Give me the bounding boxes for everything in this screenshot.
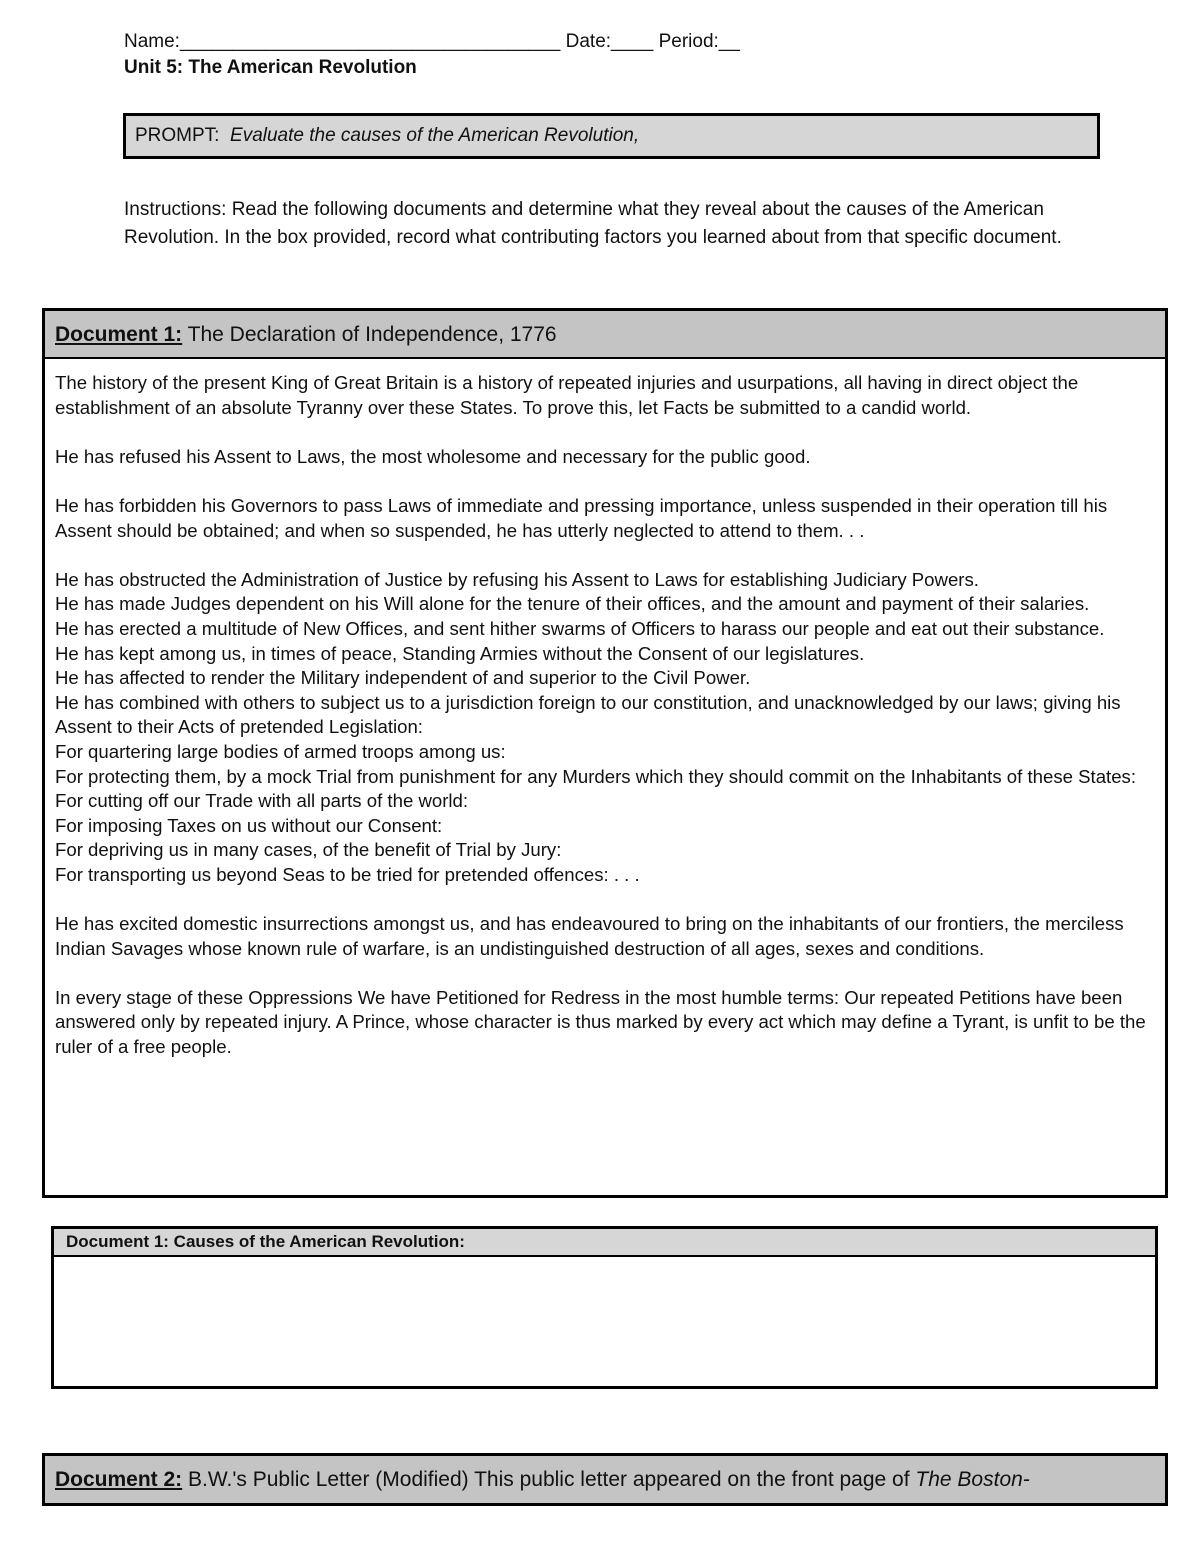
instructions: Instructions: Read the following documents and determine what they reveal about the causes of the American Revolution. In the box provided, record what contributing factors you learned about from that specific document. bbox=[124, 199, 1062, 248]
causes-box-title: Document 1: Causes of the American Revolution: bbox=[54, 1229, 1155, 1257]
document-2-label: Document 2: bbox=[55, 1468, 183, 1491]
document-1-header bbox=[45, 311, 1165, 359]
document-1-grievance-list: He has obstructed the Administration of Justice by refusing his Assent to Laws for establishing Judiciary Powers. He has made Judges dependent on his Will alone for the tenure of their offices, and the amount and payment of their salaries. He has erected a multitude of New Offices, and sent hither swarms of Officers to harass our people and eat out their substance. He has kept among us, in times of peace, Standing Armies without the Consent of our legislatures. He has affected to render the Military independent of and superior to the Civil Power. He has combined with others to subject us to a jurisdiction foreign to our constitution, and unacknowledged by our laws; giving his Assent to their Acts of pretended Legislation: For quartering large bodies of armed troops among us: For protecting them, by a mock Trial from punishment for any Murders which they should commit on the Inhabitants of these States: For cutting off our Trade with all parts of the world: For imposing Taxes on us without our Consent: For depriving us in many cases, of the benefit of Trial by Jury: For transporting us beyond Seas to be tried for pretended offences: . . . bbox=[55, 568, 1137, 885]
document-1-paragraph: In every stage of these Oppressions We have Petitioned for Redress in the most humble terms: Our repeated Petitions have been answered only by repeated injury. A Prince, whose character is thus marked by every act which may define a Tyrant, is unfit to be the ruler of a free people. bbox=[55, 986, 1146, 1058]
document-2-title: B.W.'s Public Letter (Modified) This public letter appeared on the front page of bbox=[188, 1468, 910, 1491]
worksheet-header bbox=[124, 30, 1104, 82]
document-1-title: The Declaration of Independence, 1776 bbox=[187, 323, 557, 346]
name-date-period-line: Name:____________________________________ Date:____ Period:__ bbox=[124, 31, 740, 52]
document-2-header bbox=[45, 1456, 1165, 1503]
document-2-title-italic: The Boston- bbox=[915, 1468, 1030, 1491]
document-1-paragraph: He has forbidden his Governors to pass Laws of immediate and pressing importance, unless suspended in their operation till his Assent should be obtained; and when so suspended, he has utterly neglected to attend to them. . . bbox=[55, 494, 1108, 541]
document-1-paragraph: He has excited domestic insurrections amongst us, and has endeavoured to bring on the inhabitants of our frontiers, the merciless Indian Savages whose known rule of warfare, is an undistinguished destruction of all ages, sexes and conditions. bbox=[55, 913, 1124, 959]
document-1-causes-box bbox=[51, 1226, 1158, 1389]
prompt-box bbox=[123, 113, 1100, 159]
document-2-box bbox=[42, 1453, 1168, 1506]
prompt-label: PROMPT: bbox=[135, 125, 220, 146]
unit-title: Unit 5: The American Revolution bbox=[124, 57, 417, 78]
prompt-text: Evaluate the causes of the American Revolution, bbox=[230, 125, 640, 146]
document-1-body bbox=[45, 359, 1165, 1060]
document-1-label: Document 1: bbox=[55, 323, 183, 346]
document-1-paragraph: The history of the present King of Great Britain is a history of repeated injuries and usurpations, all having in direct object the establishment of an absolute Tyranny over these States. To prove this, let Facts be submitted to a candid world. bbox=[55, 372, 1079, 418]
causes-answer-area[interactable] bbox=[54, 1257, 1155, 1384]
document-1-box bbox=[42, 308, 1168, 1198]
document-1-paragraph: He has refused his Assent to Laws, the most wholesome and necessary for the public good. bbox=[55, 445, 811, 467]
